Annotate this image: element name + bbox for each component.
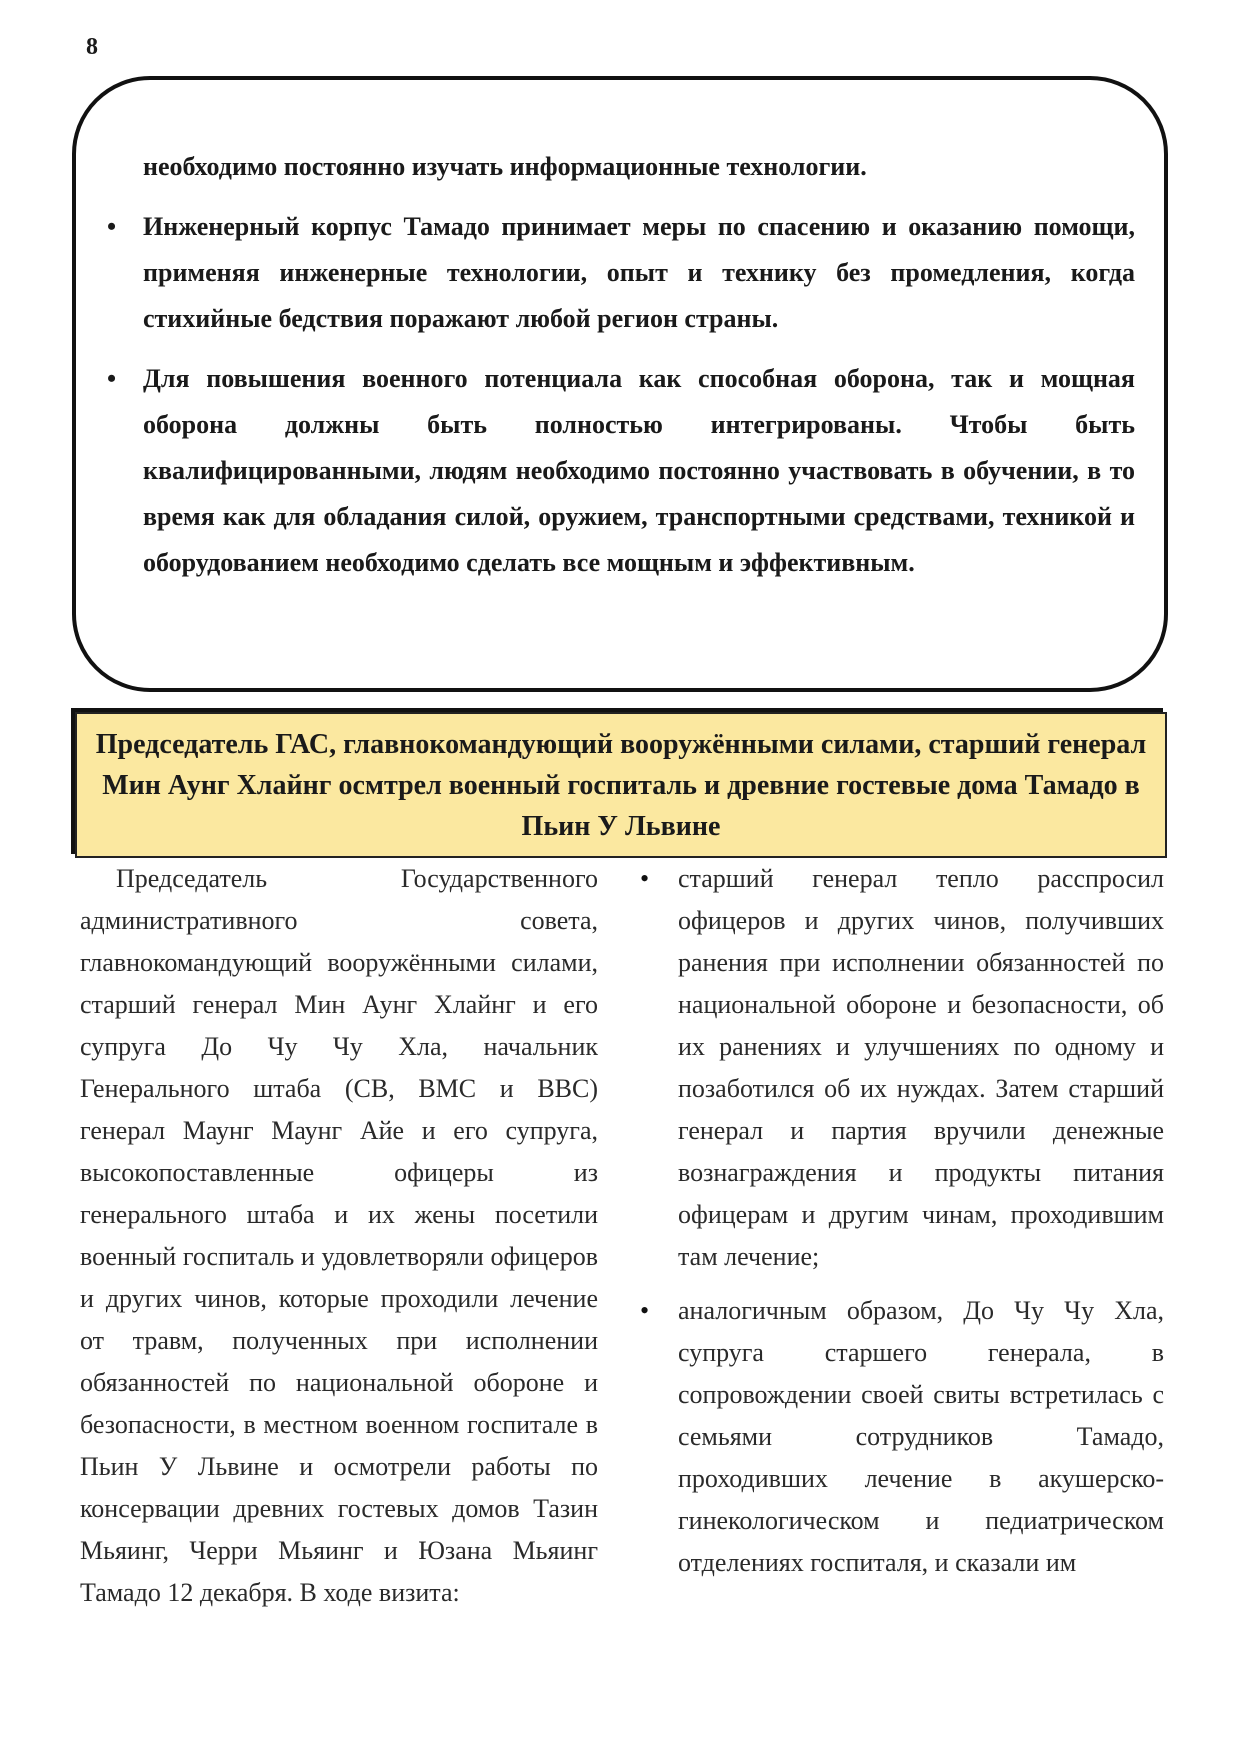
article-title: Председатель ГАС, главнокомандующий вооружёнными силами, старший генерал Мин Аунг Хлайнг осмтрел военный госпиталь и древние гостевые дома Тамадо в Пьин У Львине	[95, 728, 1147, 842]
box-bullet-text: Инженерный корпус Тамадо принимает меры по спасению и оказанию помощи, применяя инженерные технологии, опыт и технику без промедления, когда стихийные бедствия поражают любой регион страны.	[143, 212, 1135, 333]
box-continuation-text: необходимо постоянно изучать информационные технологии.	[143, 152, 867, 181]
article-bullet-text: старший генерал тепло расспросил офицеров и других чинов, получивших ранения при исполнении обязанностей по национальной обороне и безопасности, об их ранениях и улучшениях по одному и позаботился об их нуждах. Затем старший генерал и партия вручили денежные вознаграждения и продукты питания офицерам и другим чинам, проходившим там лечение;	[678, 864, 1164, 1271]
bullet-icon: •	[107, 212, 117, 241]
box-bullet-item	[107, 204, 1135, 342]
article-bullet-text: аналогичным образом, До Чу Чу Хла, супруга старшего генерала, в сопровождении своей свиты встретилась с семьями сотрудников Тамадо, проходивших лечение в акушерско-гинекологическом и педиатрическом отделениях госпиталя, и сказали им	[678, 1296, 1164, 1577]
article-bullet-item	[640, 858, 1164, 1278]
article-left-column	[80, 858, 598, 1614]
article-title-box	[75, 712, 1167, 858]
bullet-icon: •	[640, 864, 650, 893]
article-paragraph: Председатель Государственного административного совета, главнокомандующий вооружёнными силами, старший генерал Мин Аунг Хлайнг и его супруга До Чу Чу Хла, начальник Генерального штаба (СВ, ВМС и ВВС) генерал Маунг Маунг Айе и его супруга, высокопоставленные офицеры из генерального штаба и их жены посетили военный госпиталь и удовлетворяли офицеров и других чинов, которые проходили лечение от травм, полученных при исполнении обязанностей по национальной обороне и безопасности, в местном военном госпитале в Пьин У Львине и осмотрели работы по консервации древних гостевых домов Тазин Мьяинг, Черри Мьяинг и Юзана Мьяинг Тамадо 12 декабря. В ходе визита:	[80, 864, 598, 1607]
box-bullet-text: Для повышения военного потенциала как способная оборона, так и мощная оборона должны быть полностью интегрированы. Чтобы быть квалифицированными, людям необходимо постоянно участвовать в обучении, в то время как для обладания силой, оружием, транспортными средствами, техникой и оборудованием необходимо сделать все мощным и эффективным.	[143, 364, 1135, 577]
box-bullet-list	[107, 204, 1135, 586]
article-right-column	[640, 858, 1164, 1596]
box-bullet-item	[107, 356, 1135, 586]
bullet-icon: •	[640, 1296, 650, 1325]
bullet-icon: •	[107, 364, 117, 393]
page-number: 8	[86, 34, 98, 60]
article-bullet-item	[640, 1290, 1164, 1584]
article-bullet-list	[640, 858, 1164, 1584]
highlight-box-content	[107, 144, 1135, 600]
